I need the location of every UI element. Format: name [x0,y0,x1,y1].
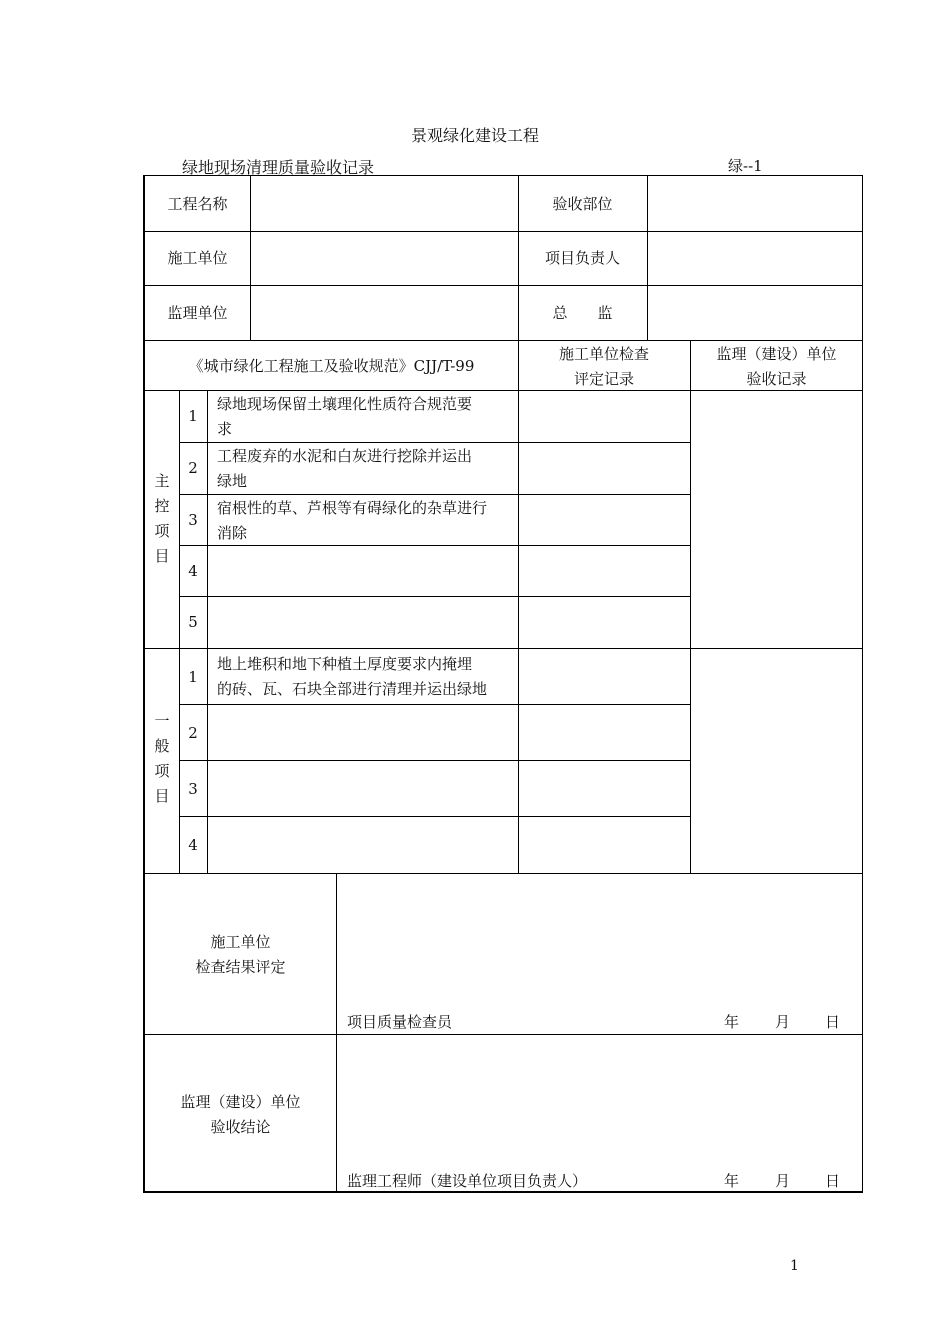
col-line [690,340,691,873]
text-line: 绿地 [217,472,248,490]
item-number: 4 [188,836,198,854]
item-number: 3 [188,780,198,798]
col-line [518,340,519,873]
label-char: 控 [154,497,170,515]
quality-inspector-signature: 项目质量检查员 [347,1013,453,1031]
label-line: 验收结论 [210,1118,271,1136]
text-line: 绿地现场保留土壤理化性质符合规范要 [217,395,473,413]
item-number: 5 [188,613,198,631]
row-line [179,494,691,495]
label-chief-supervisor: 总 监 [552,304,613,322]
date-month: 月 [775,1172,791,1190]
general-items-label [145,709,179,809]
date-year: 年 [724,1013,740,1031]
supervision-check-header [690,342,863,392]
text-line: 工程废弃的水泥和白灰进行挖除并运出 [217,447,473,465]
label-inspection-part: 验收部位 [552,195,613,213]
row-line [179,816,691,817]
label-char: 项 [154,762,170,780]
construction-check-header [518,342,690,392]
row-line [145,1034,863,1035]
text-line: 地上堆积和地下种植土厚度要求内掩埋 [217,655,473,673]
document-title: 景观绿化建设工程 [410,126,539,145]
item-number: 1 [188,407,198,425]
row-line [145,648,863,649]
inspection-table [143,175,863,1193]
row-line [179,596,691,597]
label-char: 主 [154,472,170,490]
item-text [217,444,472,494]
col-line [336,873,337,1192]
label-project-name: 工程名称 [167,195,228,213]
date-day: 日 [825,1172,841,1190]
label-project-manager: 项目负责人 [544,249,620,267]
header-line: 施工单位检查 [558,345,649,363]
document-subtitle: 绿地现场清理质量验收记录 [182,158,375,177]
item-text [217,652,487,702]
item-number: 4 [188,562,198,580]
label-char: 目 [154,787,170,805]
col-line [207,390,208,873]
text-line: 的砖、瓦、石块全部进行清理并运出绿地 [217,680,488,698]
construction-result-label [145,930,336,980]
item-number: 2 [188,724,198,742]
label-line: 检查结果评定 [195,958,286,976]
col-line [647,176,648,340]
row-line [145,873,863,874]
date-day: 日 [825,1013,841,1031]
label-line: 监理（建设）单位 [180,1093,301,1111]
text-line: 宿根性的草、芦根等有碍绿化的杂草进行 [217,499,488,517]
item-number: 1 [188,668,198,686]
label-supervision-unit: 监理单位 [167,304,228,322]
header-line: 评定记录 [573,370,634,388]
item-text [217,392,472,442]
supervising-engineer-signature: 监理工程师（建设单位项目负责人） [347,1172,588,1190]
item-number: 3 [188,511,198,529]
form-code: 绿--1 [728,157,763,175]
supervision-result-label [145,1090,336,1140]
label-char: 项 [154,522,170,540]
label-char: 一 [154,712,170,730]
text-line: 求 [217,420,233,438]
header-line: 验收记录 [746,370,807,388]
row-line [145,340,863,341]
item-text [217,496,487,546]
date-month: 月 [775,1013,791,1031]
row-line [179,760,691,761]
row-line [179,442,691,443]
text-line: 消除 [217,524,248,542]
row-line [179,704,691,705]
standard-reference: 《城市绿化工程施工及验收规范》CJJ/T-99 [188,357,475,375]
date-year: 年 [724,1172,740,1190]
row-line [145,231,863,232]
header-line: 监理（建设）单位 [716,345,837,363]
col-line [250,176,251,340]
row-line [145,285,863,286]
label-char: 目 [154,547,170,565]
label-char: 般 [154,737,170,755]
item-number: 2 [188,459,198,477]
label-construction-unit: 施工单位 [167,249,228,267]
main-control-label [145,469,179,569]
label-line: 施工单位 [210,933,271,951]
page-number: 1 [790,1258,799,1274]
